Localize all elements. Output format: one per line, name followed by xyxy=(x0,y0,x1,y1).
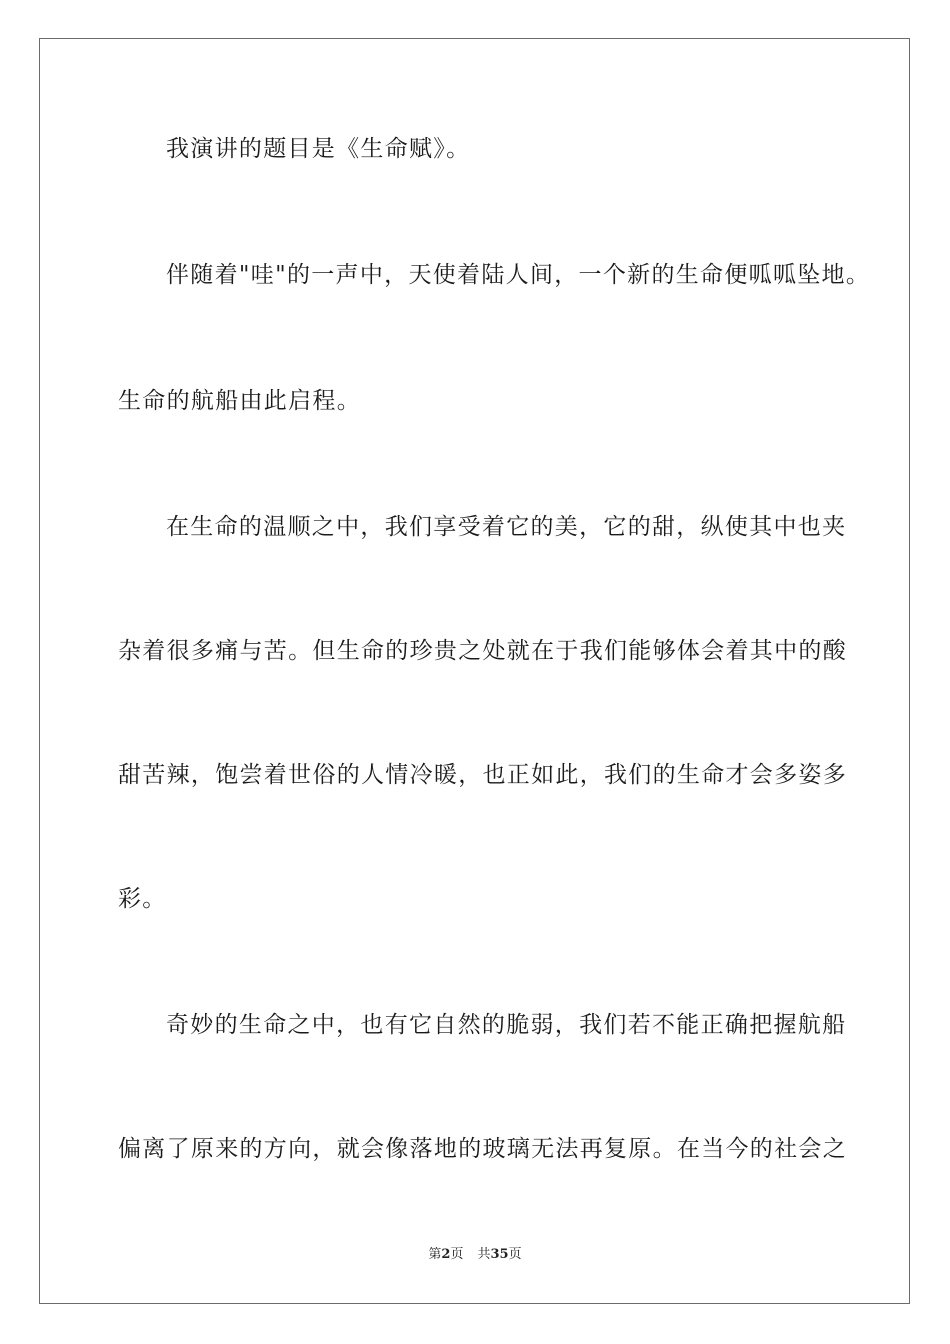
paragraph-line: 偏离了原来的方向，就会像落地的玻璃无法再复原。在当今的社会之 xyxy=(118,1136,847,1162)
paragraph-line: 奇妙的生命之中，也有它自然的脆弱，我们若不能正确把握航船 xyxy=(166,1012,847,1038)
page-footer xyxy=(0,1246,950,1264)
paragraph-line: 在生命的温顺之中，我们享受着它的美，它的甜，纵使其中也夹 xyxy=(166,514,847,540)
paragraph-line: 甜苦辣，饱尝着世俗的人情冷暖，也正如此，我们的生命才会多姿多 xyxy=(118,762,847,788)
total-label-prefix: 共 xyxy=(477,1247,491,1262)
page-border xyxy=(39,38,910,1304)
paragraph-line: 我演讲的题目是《生命赋》。 xyxy=(166,136,471,162)
page-label-prefix: 第 xyxy=(428,1247,442,1262)
paragraph-line: 彩。 xyxy=(118,886,167,912)
total-pages: 35 xyxy=(490,1247,509,1262)
page-label-suffix: 页 xyxy=(450,1247,464,1262)
page-number: 2 xyxy=(441,1247,451,1262)
paragraph-line: 杂着很多痛与苦。但生命的珍贵之处就在于我们能够体会着其中的酸 xyxy=(118,638,847,664)
total-label-suffix: 页 xyxy=(508,1247,522,1262)
paragraph-line: 伴随着"哇"的一声中，天使着陆人间，一个新的生命便呱呱坠地。 xyxy=(166,262,871,288)
paragraph-line: 生命的航船由此启程。 xyxy=(118,388,361,414)
